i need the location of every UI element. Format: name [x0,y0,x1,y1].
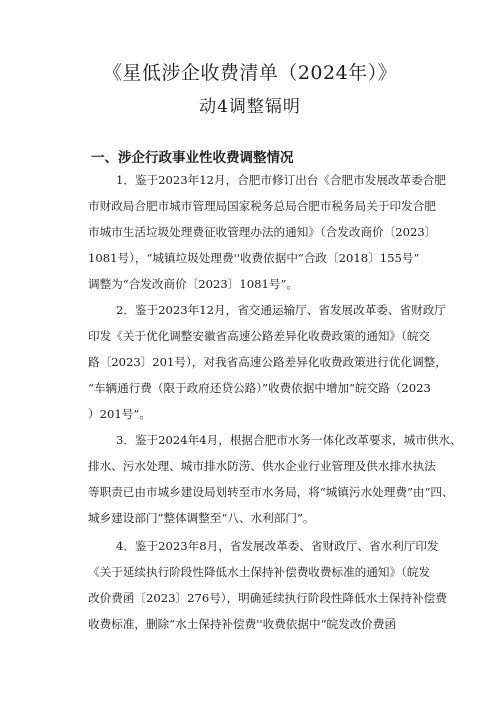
paragraph-line: 印发《关于优化调整安徽省高速公路差异化收费政策的通知》（皖交 [88,329,431,343]
paragraph-line: 市城市生活垃圾处理费征收管理办法的通知》（合发改商价〔2023〕 [88,225,437,239]
paragraph-line: 调整为“合发改商价〔2023〕1081号”。 [88,277,298,291]
paragraph-line: 改价费函〔2023〕276号），明确延续执行阶段性降低水土保持补偿费 [88,591,447,605]
paragraph-line: 3．鉴于2024年4月，根据合肥市水务一体化改革要求，城市供水、 [116,433,462,447]
paragraph-line: 1．鉴于2023年12月，合肥市修订出台《合肥市发展改革委合肥 [116,173,446,187]
paragraph-line: 4．鉴于2023年8月，省发展改革委、省财政厅、省水利厅印发 [116,539,439,553]
document-title: 《星低涉企收费清单（2024年）》 [102,62,398,84]
paragraph-line: 排水、污水处理、城市排水防涝、供水企业行业管理及供水排水执法 [88,459,436,473]
document-subtitle: 动4调整镉明 [199,97,301,117]
section-heading: 一、涉企行政事业性收费调整情况 [91,150,294,166]
paragraph-line: 市财政局合肥市城市管理局国家税务总局合肥市税务局关于印发合肥 [88,199,436,213]
paragraph-line: “车辆通行费（限于政府还贷公路）”收费依据中增加“皖交路（2023 [88,381,431,395]
paragraph-line: 城乡建设部门”整体调整至“八、水利部门”。 [88,511,315,525]
paragraph-line: 路〔2023〕201号），对我省高速公路差异化收费政策进行优化调整， [88,355,447,369]
paragraph-line: 《关于延续执行阶段性降低水土保持补偿费收费标准的通知》（皖发 [88,565,431,579]
paragraph-line: 收费标准，删除“水土保持补偿费''收费依据中“皖发改价费函 [88,617,397,631]
paragraph-line: 1081号），“城镇垃圾处理费''收费依据中“合政〔2018〕155号” [88,251,420,265]
paragraph-line: 2．鉴于2023年12月，省交通运输厅、省发展改革委、省财政厅 [116,303,446,317]
paragraph-line: 等职责已由市城乡建设局划转至市水务局，将“城镇污水处理费”由“四、 [88,485,454,499]
paragraph-line: ）201号”。 [88,407,151,421]
